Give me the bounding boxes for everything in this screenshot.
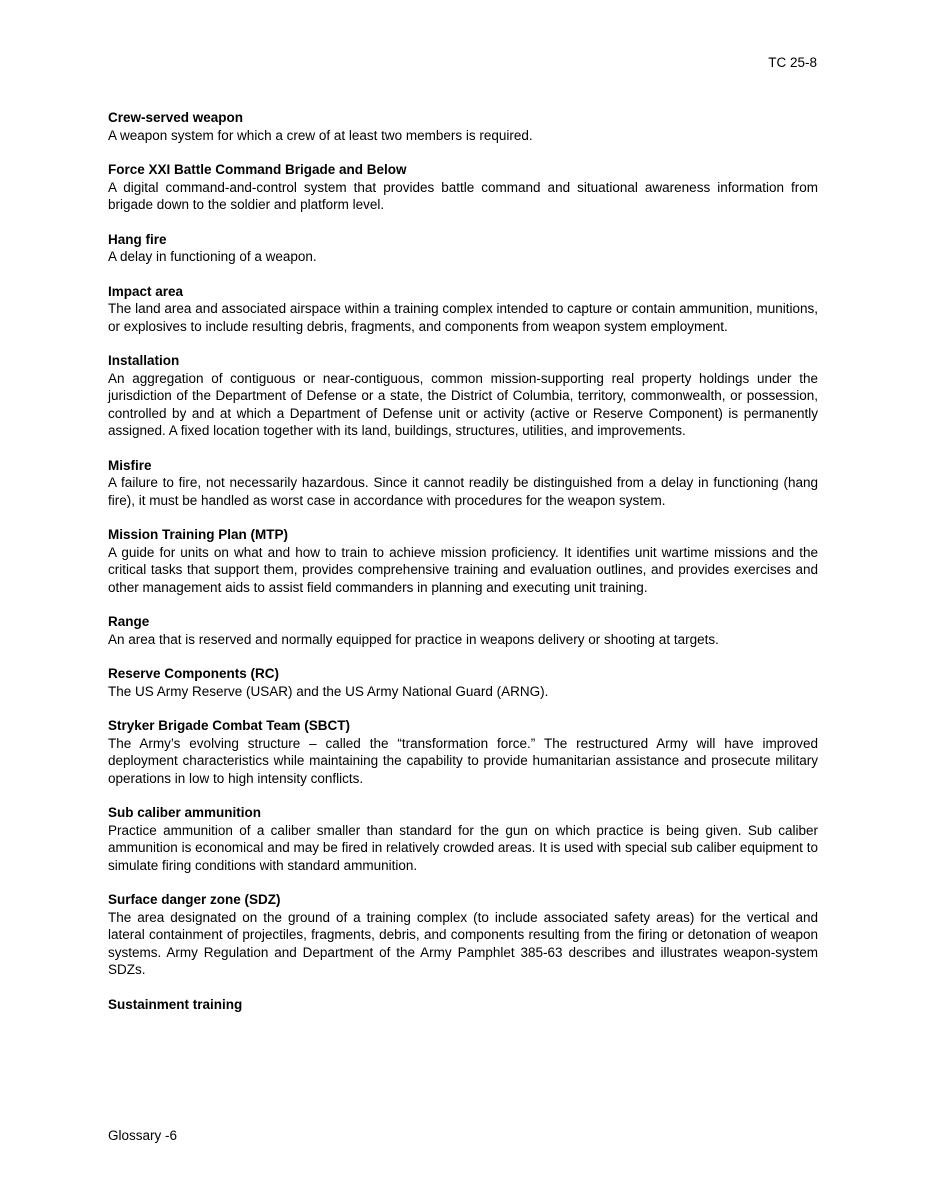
glossary-term: Force XXI Battle Command Brigade and Below <box>108 162 407 177</box>
glossary-entry <box>108 996 818 1014</box>
glossary-entry <box>108 283 818 336</box>
glossary-entry <box>108 457 818 510</box>
glossary-definition: A weapon system for which a crew of at least two members is required. <box>108 127 533 143</box>
glossary-term: Stryker Brigade Combat Team (SBCT) <box>108 718 351 733</box>
glossary-definition: Practice ammunition of a caliber smaller than standard for the gun on which practice is being given. Sub caliber ammunition is economical and may be fired in relatively crowded areas. It is used with special sub caliber equipment to simulate firing conditions with standard ammunition. <box>108 822 818 873</box>
glossary-entry <box>108 161 818 214</box>
glossary-term: Surface danger zone (SDZ) <box>108 892 281 907</box>
glossary-definition: The Army’s evolving structure – called the “transformation force.” The restructured Army will have improved deployment characteristics while maintaining the capability to provide humanitarian assistance and prosecute military operations in low to high intensity conflicts. <box>108 735 818 786</box>
glossary-term: Impact area <box>108 283 184 299</box>
glossary-definition: The area designated on the ground of a training complex (to include associated safety areas) for the vertical and lateral containment of projectiles, fragments, debris, and components resulting from the firing or detonation of weapon systems. Army Regulation and Department of the Army Pamphlet 385-63 describes and illustrates weapon-system SDZs. <box>108 909 818 977</box>
glossary-entry <box>108 804 818 874</box>
glossary-entry <box>108 109 818 144</box>
glossary-entry <box>108 613 818 648</box>
glossary-term: Sustainment training <box>108 996 243 1012</box>
glossary-content <box>108 109 818 1030</box>
glossary-entry <box>108 526 818 596</box>
glossary-term: Hang fire <box>108 231 167 247</box>
glossary-term: Crew-served weapon <box>108 110 244 125</box>
glossary-entry <box>108 717 818 787</box>
glossary-entry <box>108 352 818 440</box>
glossary-definition: The land area and associated airspace within a training complex intended to capture or contain ammunition, munitions, or explosives to include resulting debris, fragments, and components from weapon system employment. <box>108 301 818 334</box>
document-header: TC 25-8 <box>768 55 817 70</box>
glossary-definition: The US Army Reserve (USAR) and the US Army National Guard (ARNG). <box>108 683 549 699</box>
glossary-term: Mission Training Plan (MTP) <box>108 527 289 542</box>
glossary-term: Misfire <box>108 457 152 473</box>
glossary-definition: An area that is reserved and normally equipped for practice in weapons delivery or shooting at targets. <box>108 631 719 647</box>
page-footer: Glossary -6 <box>108 1128 178 1143</box>
glossary-entry <box>108 665 818 700</box>
glossary-term: Range <box>108 614 150 629</box>
glossary-definition: A failure to fire, not necessarily hazardous. Since it cannot readily be distinguished from a delay in functioning (hang fire), it must be handled as worst case in accordance with procedures for the weapon system. <box>108 475 818 508</box>
glossary-term: Sub caliber ammunition <box>108 805 262 820</box>
glossary-definition: A guide for units on what and how to train to achieve mission proficiency. It identifies unit wartime missions and the critical tasks that support them, provides comprehensive training and evaluation outlines, and provides exercises and other management aids to assist field commanders in planning and executing unit training. <box>108 544 818 595</box>
glossary-term: Reserve Components (RC) <box>108 666 280 681</box>
glossary-definition: A digital command-and-control system that provides battle command and situational awareness information from brigade down to the soldier and platform level. <box>108 179 818 212</box>
glossary-entry <box>108 891 818 979</box>
glossary-definition: A delay in functioning of a weapon. <box>108 249 317 264</box>
glossary-entry <box>108 231 818 266</box>
glossary-definition: An aggregation of contiguous or near-contiguous, common mission-supporting real property holdings under the jurisdiction of the Department of Defense or a state, the District of Columbia, territory, commonwealth, or possession, controlled by and at which a Department of Defense unit or activity (active or Reserve Component) is permanently assigned. A fixed location together with its land, buildings, structures, utilities, and improvements. <box>108 370 818 438</box>
glossary-term: Installation <box>108 353 180 368</box>
